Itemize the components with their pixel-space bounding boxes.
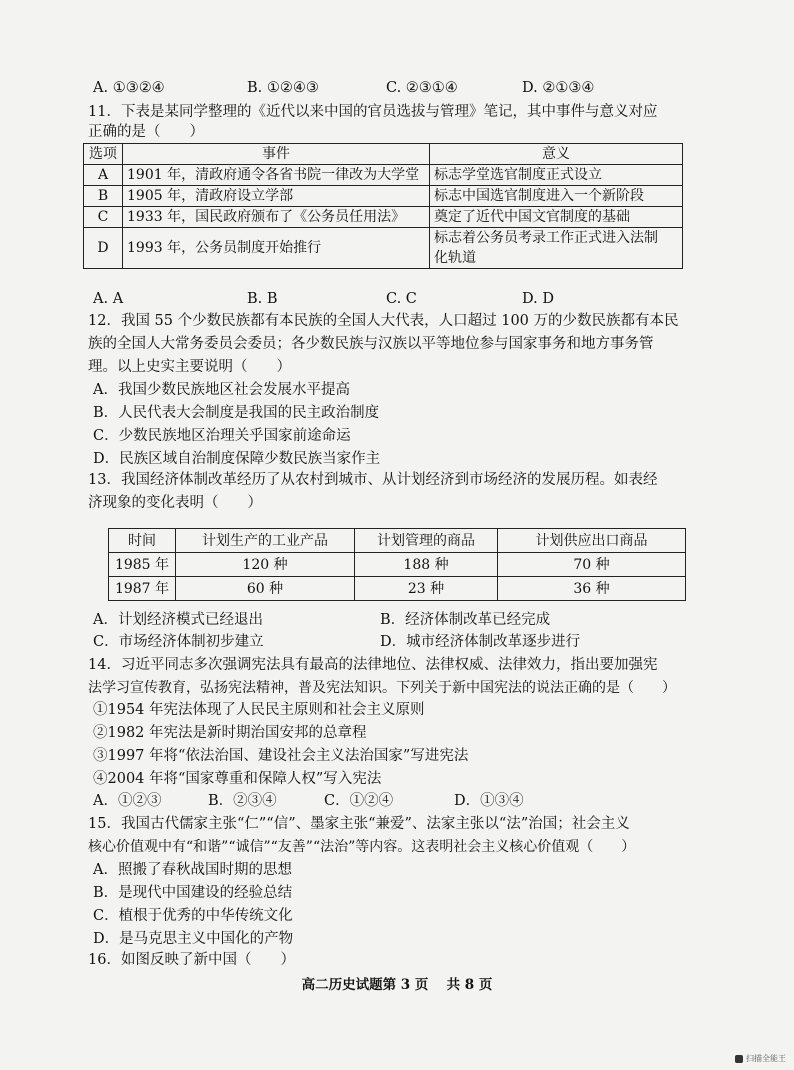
table-row [84,186,683,207]
q13-header-industrial: 计划生产的工业产品 [176,529,355,553]
q13-cell: 23 种 [355,577,498,601]
q15-option-a: A．照搬了春秋战国时期的思想 [93,862,292,878]
q11-row-b-option: B [84,186,123,207]
q13-cell: 36 种 [498,577,686,601]
q11-row-a-option: A [84,165,123,186]
q11-row-a-event: 1901 年，清政府通令各省书院一律改为大学堂 [123,165,430,186]
q11-row-d-option: D [84,228,123,269]
q11-row-b-meaning: 标志中国选官制度进入一个新阶段 [430,186,683,207]
q15-option-d: D．是马克思主义中国化的产物 [93,931,294,947]
q13-header-commodities: 计划管理的商品 [355,529,498,553]
q12-option-a: A．我国少数民族地区社会发展水平提高 [93,382,350,398]
q14-item-4: ④2004 年将“国家尊重和保障人权”写入宪法 [93,771,382,787]
q14-stem-line2: 法学习宣传教育，弘扬宪法精神，普及宪法知识。下列关于新中国宪法的说法正确的是（ ） [88,680,676,696]
q12-option-d: D．民族区域自治制度保障少数民族当家作主 [93,451,381,467]
table-header-row [84,144,683,165]
q16-stem: 16．如图反映了新中国（ ） [88,952,295,968]
q15-stem-line2: 核心价值观中有“和谐”“诚信”“友善”“法治”等内容。这表明社会主义核心价值观（ ） [88,839,636,855]
q14-option-a: A．①②③ [93,793,162,809]
q13-table [108,528,686,601]
q11-header-meaning: 意义 [430,144,683,165]
q13-cell: 1985 年 [109,553,176,577]
q14-item-1: ①1954 年宪法体现了人民民主原则和社会主义原则 [93,702,425,718]
q11-row-c-meaning: 奠定了近代中国文官制度的基础 [430,207,683,228]
table-row [84,228,683,269]
q14-option-b: B．②③④ [208,793,277,809]
q12-stem-line1: 12．我国 55 个少数民族都有本民族的全国人大代表，人口超过 100 万的少数民族都有本民 [88,313,679,329]
scanner-watermark [735,1053,786,1064]
q12-stem-line2: 族的全国人大常务委员会委员；各少数民族与汉族以平等地位参与国家事务和地方事务管 [88,336,654,352]
scanner-logo-icon [735,1055,743,1063]
q11-stem-line2: 正确的是（ ） [88,124,204,140]
q13-header-time: 时间 [109,529,176,553]
q12-option-c: C．少数民族地区治理关乎国家前途命运 [93,428,351,444]
q11-row-c-option: C [84,207,123,228]
q11-option-b: B. B [247,291,278,307]
q13-stem-line2: 济现象的变化表明（ ） [88,495,262,511]
q12-stem-line3: 理。以上史实主要说明（ ） [88,359,291,375]
q11-header-event: 事件 [123,144,430,165]
q15-option-b: B．是现代中国建设的经验总结 [93,885,293,901]
prev-option-b: B. ①②④③ [247,80,319,96]
q13-cell: 60 种 [176,577,355,601]
q14-stem-line1: 14．习近平同志多次强调宪法具有最高的法律地位、法律权威、法律效力，指出要加强宪 [88,657,658,673]
q13-stem-line1: 13．我国经济体制改革经历了从农村到城市、从计划经济到市场经济的发展历程。如表经 [88,472,658,488]
q13-option-a: A．计划经济模式已经退出 [93,612,263,628]
q15-stem-line1: 15．我国古代儒家主张“仁”“信”、墨家主张“兼爱”、法家主张以“法”治国；社会主义 [88,816,630,832]
q11-header-option: 选项 [84,144,123,165]
q11-table [83,143,683,269]
q11-stem-line1: 11．下表是某同学整理的《近代以来中国的官员选拔与管理》笔记，其中事件与意义对应 [88,104,658,120]
table-header-row [109,529,686,553]
q13-cell: 70 种 [498,553,686,577]
q11-row-d-meaning-line2: 化轨道 [434,250,476,266]
q13-cell: 120 种 [176,553,355,577]
q11-option-c: C. C [386,291,417,307]
q11-option-a: A. A [93,291,124,307]
page-footer: 高二历史试题第 3 页 共 8 页 [301,977,493,993]
q11-row-c-event: 1933 年，国民政府颁布了《公务员任用法》 [123,207,430,228]
table-row [84,165,683,186]
q13-cell: 188 种 [355,553,498,577]
q13-option-c: C．市场经济体制初步建立 [93,634,264,650]
q11-row-a-meaning: 标志学堂选官制度正式设立 [430,165,683,186]
prev-option-c: C. ②③①④ [386,80,458,96]
q14-option-d: D．①③④ [454,793,524,809]
q11-option-d: D. D [522,291,554,307]
q13-header-export: 计划供应出口商品 [498,529,686,553]
q11-row-b-event: 1905 年，清政府设立学部 [123,186,430,207]
prev-option-d: D. ②①③④ [522,80,595,96]
q11-row-d-meaning [430,228,683,269]
q13-option-b: B．经济体制改革已经完成 [380,612,551,628]
q13-cell: 1987 年 [109,577,176,601]
q15-option-c: C．植根于优秀的中华传统文化 [93,908,293,924]
table-row [84,207,683,228]
q14-item-2: ②1982 年宪法是新时期治国安邦的总章程 [93,725,367,741]
table-row [109,553,686,577]
q14-item-3: ③1997 年将“依法治国、建设社会主义法治国家”写进宪法 [93,748,469,764]
q14-option-c: C．①②④ [324,793,394,809]
table-row [109,577,686,601]
q11-row-d-event: 1993 年，公务员制度开始推行 [123,228,430,269]
scanner-watermark-text: 扫描全能王 [746,1054,786,1063]
q11-row-d-meaning-line1: 标志着公务员考录工作正式进入法制 [434,230,658,246]
prev-option-a: A. ①③②④ [93,80,165,96]
q13-option-d: D．城市经济体制改革逐步进行 [380,634,581,650]
q12-option-b: B．人民代表大会制度是我国的民主政治制度 [93,405,380,421]
